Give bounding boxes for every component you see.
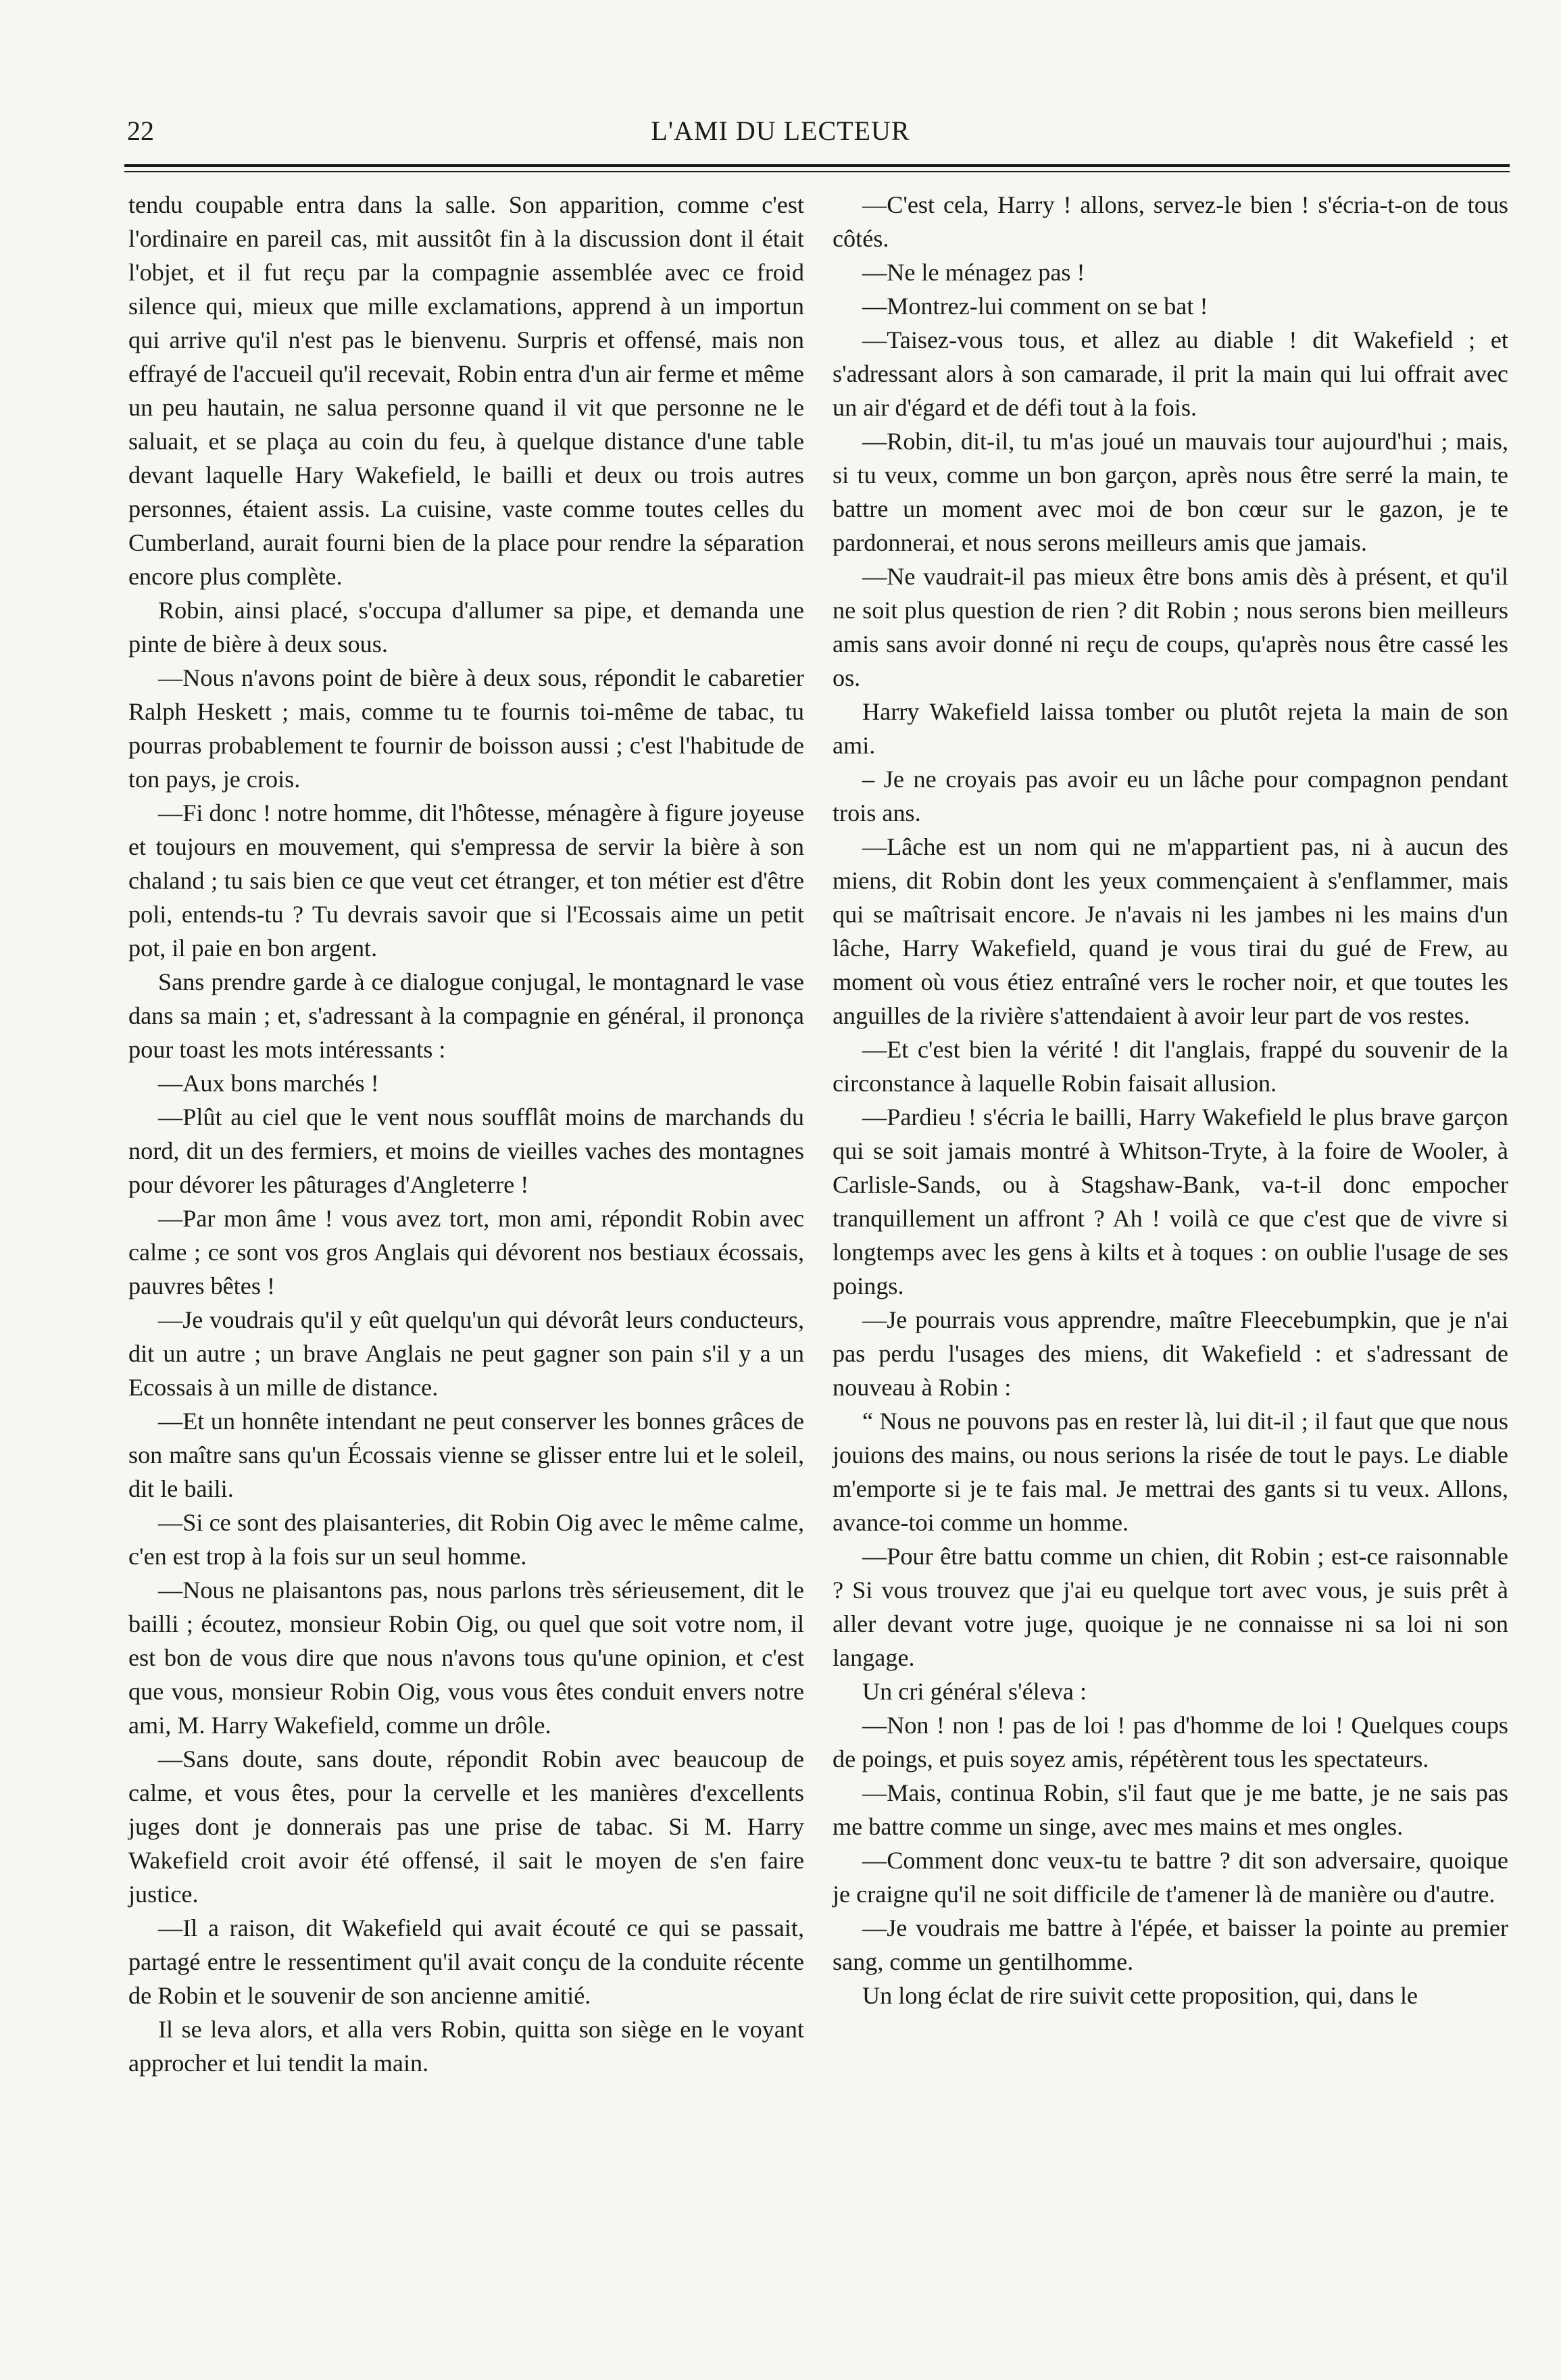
paragraph: —Si ce sont des plaisanteries, dit Robin Oig avec le même calme, c'en est trop à la fois sur un seul homme. — [128, 1509, 804, 1570]
paragraph: —Je pourrais vous apprendre, maître Fleecebumpkin, que je n'ai pas perdu l'usages des miens, dit Wakefield : et s'adressant de nouveau à Robin : — [833, 1306, 1508, 1401]
paragraph: —Plût au ciel que le vent nous soufflât moins de marchands du nord, dit un des fermiers, et moins de vieilles vaches des montagnes pour dévorer les pâturages d'Angleterre ! — [128, 1104, 804, 1198]
paragraph: —Et c'est bien la vérité ! dit l'anglais, frappé du souvenir de la circonstance à laquelle Robin faisait allusion. — [833, 1036, 1508, 1097]
paragraph: Sans prendre garde à ce dialogue conjugal, le montagnard le vase dans sa main ; et, s'adressant à la compagnie en général, il prononça pour toast les mots intéressants : — [128, 968, 804, 1063]
paragraph: —Pour être battu comme un chien, dit Robin ; est-ce raisonnable ? Si vous trouvez que j'ai eu quelque tort avec vous, je suis prêt à aller devant votre juge, quoique je ne connaisse ni sa loi ni son langage. — [833, 1543, 1508, 1671]
right-column — [833, 188, 1508, 2012]
paragraph: – Je ne croyais pas avoir eu un lâche pour compagnon pendant trois ans. — [833, 766, 1508, 826]
paragraph: —C'est cela, Harry ! allons, servez-le bien ! s'écria-t-on de tous côtés. — [833, 191, 1508, 252]
paragraph: —Je voudrais me battre à l'épée, et baisser la pointe au premier sang, comme un gentilhomme. — [833, 1914, 1508, 1975]
paragraph: —Pardieu ! s'écria le bailli, Harry Wakefield le plus brave garçon qui se soit jamais montré à Whitson-Tryte, à la foire de Wooler, à Carlisle-Sands, ou à Stagshaw-Bank, va-t-il donc empocher tranquillement un affront ? Ah ! voilà ce que c'est que de vivre si longtemps avec les gens à kilts et à toques : on oublie l'usage de ses poings. — [833, 1104, 1508, 1299]
header-rule-thin — [124, 171, 1510, 172]
paragraph: “ Nous ne pouvons pas en rester là, lui dit-il ; il faut que que nous jouions des mains, ou nous serions la risée de tout le pays. Le diable m'emporte si je te fais mal. Je mettrai des gants si tu veux. Allons, avance-toi comme un homme. — [833, 1408, 1508, 1536]
paragraph: —Robin, dit-il, tu m'as joué un mauvais tour aujourd'hui ; mais, si tu veux, comme un bon garçon, après nous être serré la main, te battre un moment avec moi de bon cœur sur le gazon, je te pardonnerai, et nous serons meilleurs amis que jamais. — [833, 428, 1508, 556]
paragraph: —Fi donc ! notre homme, dit l'hôtesse, ménagère à figure joyeuse et toujours en mouvement, qui s'empressa de servir la bière à son chaland ; tu sais bien ce que veut cet étranger, et ton métier est d'être poli, entends-tu ? Tu devrais savoir que si l'Ecossais aime un petit pot, il paie en bon argent. — [128, 799, 804, 962]
paragraph: —Par mon âme ! vous avez tort, mon ami, répondit Robin avec calme ; ce sont vos gros Anglais qui dévorent nos bestiaux écossais, pauvres bêtes ! — [128, 1205, 804, 1299]
left-column — [128, 188, 804, 2080]
paragraph: —Ne vaudrait-il pas mieux être bons amis dès à présent, et qu'il ne soit plus question de rien ? dit Robin ; nous serons bien meilleurs amis sans avoir donné ni reçu de coups, qu'après nous être cassé les os. — [833, 563, 1508, 691]
paragraph: —Ne le ménagez pas ! — [862, 259, 1085, 286]
paragraph: Un long éclat de rire suivit cette proposition, qui, dans le — [862, 1982, 1418, 2009]
paragraph: Robin, ainsi placé, s'occupa d'allumer sa pipe, et demanda une pinte de bière à deux sous. — [128, 597, 804, 658]
paragraph: —Et un honnête intendant ne peut conserver les bonnes grâces de son maître sans qu'un Écossais vienne se glisser entre lui et le soleil, dit le baili. — [128, 1408, 804, 1502]
paragraph: —Lâche est un nom qui ne m'appartient pas, ni à aucun des miens, dit Robin dont les yeux commençaient à s'enflammer, mais qui se maîtrisait encore. Je n'avais ni les jambes ni les mains d'un lâche, Harry Wakefield, quand je vous tirai du gué de Frew, au moment où vous étiez entraîné vers le rocher noir, et que toutes les anguilles de la rivière s'attendaient à avoir leur part de vos restes. — [833, 833, 1508, 1029]
header-rule-thick — [124, 164, 1510, 167]
paragraph: tendu coupable entra dans la salle. Son apparition, comme c'est l'ordinaire en pareil cas, mit aussitôt fin à la discussion dont il était l'objet, et il fut reçu par la compagnie assemblée avec ce froid silence qui, mieux que mille exclamations, apprend à un importun qui arrive qu'il n'est pas le bienvenu. Surpris et offensé, mais non effrayé de l'accueil qu'il recevait, Robin entra d'un air ferme et même un peu hautain, ne salua personne quand il vit que personne ne le saluait, et se plaça au coin du feu, à quelque distance d'une table devant laquelle Hary Wakefield, le bailli et deux ou trois autres personnes, étaient assis. La cuisine, vaste comme toutes celles du Cumberland, aurait fourni bien de la place pour rendre la séparation encore plus complète. — [128, 191, 804, 590]
running-title: L'AMI DU LECTEUR — [651, 116, 910, 146]
paragraph: —Aux bons marchés ! — [158, 1070, 379, 1097]
paragraph: —Je voudrais qu'il y eût quelqu'un qui dévorât leurs conducteurs, dit un autre ; un brave Anglais ne peut gagner son pain s'il y a un Ecossais à un mille de distance. — [128, 1306, 804, 1401]
paragraph: Il se leva alors, et alla vers Robin, quitta son siège en le voyant approcher et lui tendit la main. — [128, 2016, 804, 2077]
paragraph: Un cri général s'éleva : — [862, 1678, 1087, 1705]
paragraph: —Comment donc veux-tu te battre ? dit son adversaire, quoique je craigne qu'il ne soit difficile de t'amener là de manière ou d'autre. — [833, 1847, 1508, 1908]
paragraph: —Il a raison, dit Wakefield qui avait écouté ce qui se passait, partagé entre le ressentiment qu'il avait conçu de la conduite récente de Robin et le souvenir de son ancienne amitié. — [128, 1914, 804, 2009]
paragraph: Harry Wakefield laissa tomber ou plutôt rejeta la main de son ami. — [833, 698, 1508, 759]
paragraph: —Montrez-lui comment on se bat ! — [862, 293, 1208, 320]
page-number: 22 — [127, 116, 154, 146]
paragraph: —Nous n'avons point de bière à deux sous, répondit le cabaretier Ralph Heskett ; mais, comme tu te fournis toi-même de tabac, tu pourras probablement te fournir de boisson aussi ; c'est l'habitude de ton pays, je crois. — [128, 664, 804, 793]
paragraph: —Sans doute, sans doute, répondit Robin avec beaucoup de calme, et vous êtes, pour la cervelle et les manières d'excellents juges dont je donnerais pas une prise de tabac. Si M. Harry Wakefield croit avoir été offensé, il sait le moyen de s'en faire justice. — [128, 1745, 804, 1908]
paragraph: —Non ! non ! pas de loi ! pas d'homme de loi ! Quelques coups de poings, et puis soyez amis, répétèrent tous les spectateurs. — [833, 1712, 1508, 1772]
page-header — [0, 0, 1561, 176]
paragraph: —Taisez-vous tous, et allez au diable ! dit Wakefield ; et s'adressant alors à son camarade, il prit la main qui lui offrait avec un air d'égard et de défi tout à la fois. — [833, 326, 1508, 421]
paragraph: —Mais, continua Robin, s'il faut que je me batte, je ne sais pas me battre comme un singe, avec mes mains et mes ongles. — [833, 1779, 1508, 1840]
paragraph: —Nous ne plaisantons pas, nous parlons très sérieusement, dit le bailli ; écoutez, monsieur Robin Oig, ou quel que soit votre nom, il est bon de vous dire que nous n'avons tous qu'une opinion, et c'est que vous, monsieur Robin Oig, vous vous êtes conduit envers notre ami, M. Harry Wakefield, comme un drôle. — [128, 1577, 804, 1739]
